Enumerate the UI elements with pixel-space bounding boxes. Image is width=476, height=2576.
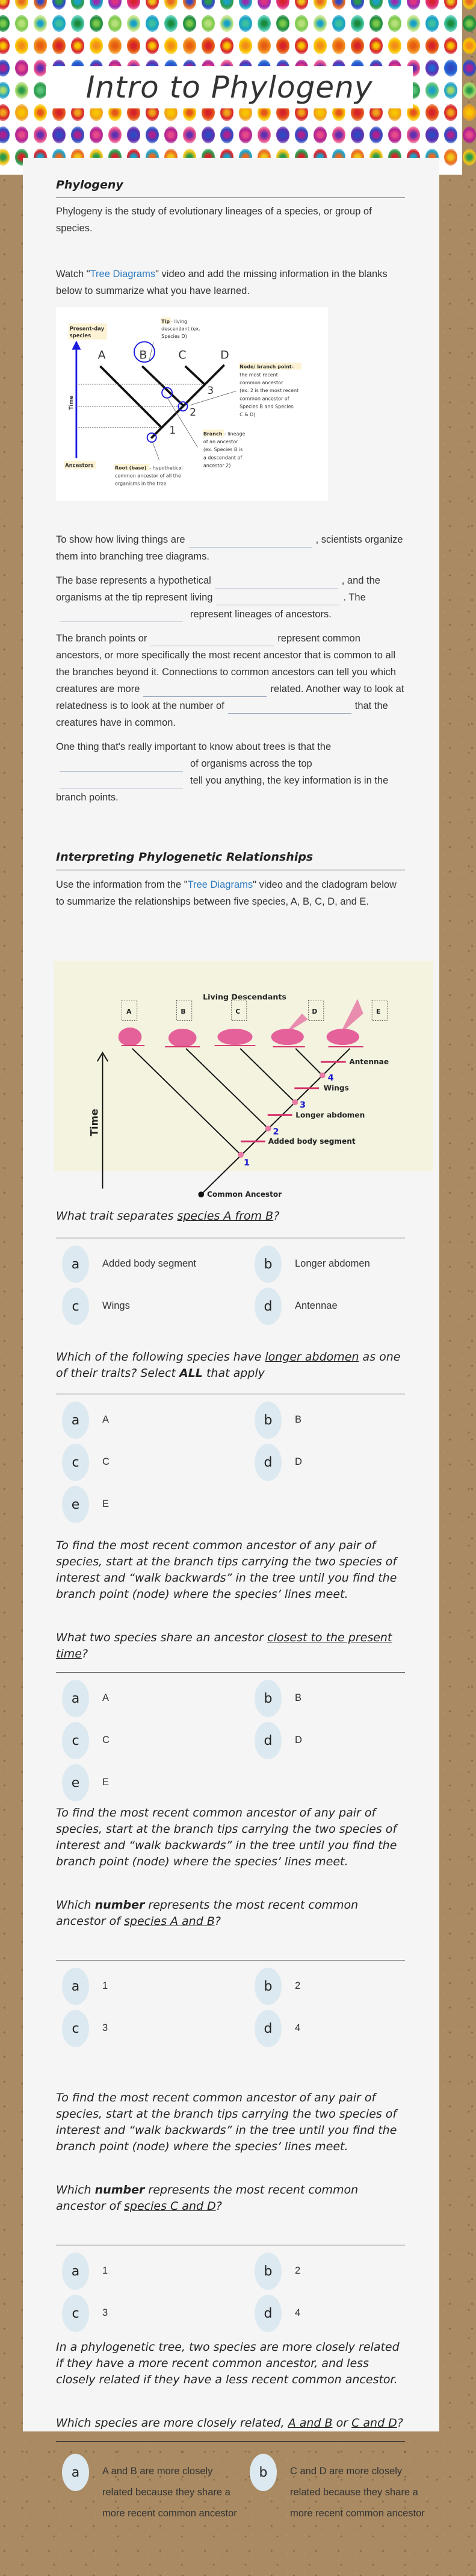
svg-text:descendant (ex.: descendant (ex.: [161, 326, 200, 332]
svg-text:Ancestors: Ancestors: [65, 462, 94, 469]
svg-text:D: D: [220, 349, 229, 362]
question-2: [56, 1349, 405, 1512]
svg-text:E: E: [376, 1007, 381, 1015]
option-c[interactable]: c 3: [62, 2010, 249, 2047]
title-box: [46, 66, 413, 108]
svg-text:- living: - living: [171, 319, 188, 325]
fill-paragraph-3: The branch points or represent common ancestors, or more specifically the most recent ancestor that is common to all the branches beyond it. Connections to common ancestors can tell you which creatures are more related. Another way to look at relatedness is to look at the number of that the creatures have in common.: [56, 633, 404, 728]
section-title: Interpreting Phylogenetic Relationships: [56, 850, 405, 870]
svg-text:Species B and Species: Species B and Species: [240, 404, 294, 410]
page-title: Intro to Phylogeny: [85, 70, 373, 105]
question-3: [56, 1538, 405, 1791]
question-title: Which number represents the most recent common ancestor of species A and B?: [56, 1898, 359, 1928]
info-text: To find the most recent common ancestor of any pair of species, start at the branch tips carrying the two species of interest and “walk backwards” in the tree until you find the branch point (node) where the species’ lines meet.: [56, 2091, 397, 2153]
option-d[interactable]: d 4: [255, 2295, 441, 2332]
svg-text:Common Ancestor: Common Ancestor: [206, 1190, 282, 1199]
blank-input-6[interactable]: [143, 685, 267, 697]
svg-text:the most recent: the most recent: [240, 372, 278, 378]
option-a[interactable]: a 1: [62, 1968, 249, 2005]
info-text: To find the most recent common ancestor of any pair of species, start at the branch tips carrying the two species of interest and “walk backwards” in the tree until you find the branch point (node) where the species’ lines meet.: [56, 1539, 397, 1601]
option-b[interactable]: b Longer abdomen: [255, 1246, 441, 1283]
svg-text:3: 3: [207, 384, 214, 397]
svg-text:B: B: [139, 349, 147, 362]
section-interpreting: [56, 850, 405, 910]
option-letter-bubble: b: [255, 1246, 282, 1283]
option-letter-bubble: d: [255, 1288, 282, 1325]
option-a[interactable]: a A and B are more closely related because they share a more recent common ancestor: [62, 2454, 249, 2524]
fill-paragraph-4: One thing that's really important to know about trees is that the of organisms across the top tell you anything, the key information is in the branch points.: [56, 741, 389, 803]
svg-text:Species D): Species D): [161, 333, 187, 339]
svg-text:A: A: [126, 1007, 132, 1015]
svg-text:- lineage: - lineage: [224, 431, 246, 437]
fill-paragraph-1: To show how living things are , scientists organize them into branching tree diagrams.: [56, 534, 403, 562]
section-title: Phylogeny: [56, 178, 405, 198]
svg-text:Antennae: Antennae: [349, 1058, 389, 1067]
svg-text:a descendant of: a descendant of: [203, 455, 243, 461]
option-c[interactable]: c C: [62, 1722, 249, 1759]
options: [56, 2245, 405, 2321]
options: [56, 1960, 405, 2036]
option-letter-bubble: a: [62, 1246, 89, 1283]
svg-text:1: 1: [169, 423, 176, 436]
watch-instructions: Watch "Tree Diagrams" video and add the missing information in the blanks below to summarize what you have learned.: [56, 269, 388, 296]
section2-intro: Use the information from the "Tree Diagrams" video and the cladogram below to summarize the relationships between five species, A, B, C, D, and E.: [56, 879, 397, 907]
question-5: [56, 2090, 405, 2321]
blank-input-2[interactable]: [215, 576, 338, 588]
svg-text:Time: Time: [68, 396, 75, 410]
options: [56, 2442, 425, 2532]
svg-text:common ancestor: common ancestor: [240, 380, 283, 386]
blank-input-7[interactable]: [228, 702, 351, 714]
section-phylogeny: [56, 178, 405, 299]
svg-text:common ancestor of all the: common ancestor of all the: [114, 473, 181, 479]
tree-diagram-figure: [56, 307, 328, 501]
tree-diagrams-link[interactable]: Tree Diagrams: [187, 879, 253, 890]
question-4: [56, 1805, 405, 2036]
option-d[interactable]: d D: [255, 1722, 441, 1759]
info-text: In a phylogenetic tree, two species are more closely related if they have a more recent common ancestor, and less closely related if they have a less recent common ancestor.: [56, 2341, 400, 2386]
option-c[interactable]: c Wings: [62, 1288, 249, 1325]
worksheet-card: [23, 158, 439, 2519]
svg-text:2: 2: [273, 1127, 279, 1137]
svg-text:2: 2: [190, 405, 197, 418]
option-b[interactable]: b B: [255, 1402, 441, 1439]
svg-text:Added body segment: Added body segment: [268, 1137, 356, 1146]
option-b[interactable]: b 2: [255, 1968, 441, 2005]
option-c[interactable]: c 3: [62, 2295, 249, 2332]
svg-text:Living Descendants: Living Descendants: [203, 992, 286, 1002]
question-title: Which number represents the most recent common ancestor of species C and D?: [56, 2183, 359, 2213]
question-1: [56, 1208, 405, 1314]
svg-text:C: C: [235, 1007, 241, 1015]
info-text: To find the most recent common ancestor of any pair of species, start at the branch tips carrying the two species of interest and “walk backwards” in the tree until you find the branch point (node) where the species’ lines meet.: [56, 1806, 397, 1868]
svg-text:of an ancestor: of an ancestor: [203, 438, 238, 444]
svg-text:1: 1: [244, 1158, 250, 1168]
svg-text:Time: Time: [88, 1109, 100, 1137]
blank-input-8[interactable]: [60, 759, 183, 772]
option-e[interactable]: e E: [62, 1486, 249, 1523]
options: [56, 1673, 405, 1791]
svg-text:Tip: Tip: [161, 319, 170, 325]
svg-text:(ex. Species B is: (ex. Species B is: [203, 447, 243, 453]
svg-text:species: species: [69, 332, 91, 338]
cladogram-figure: [54, 961, 433, 1199]
intro-text: Phylogeny is the study of evolutionary lineages of a species, or group of species.: [56, 206, 372, 234]
option-d[interactable]: d D: [255, 1444, 441, 1481]
option-b[interactable]: b 2: [255, 2253, 441, 2290]
svg-text:- hypothetical: - hypothetical: [149, 465, 183, 471]
svg-text:3: 3: [300, 1100, 306, 1110]
option-a[interactable]: a A: [62, 1680, 249, 1717]
fill-in-section: [56, 531, 405, 806]
svg-text:C & D): C & D): [240, 411, 256, 417]
options: [56, 1394, 405, 1512]
header-banner: [0, 0, 462, 175]
svg-text:A: A: [97, 349, 106, 362]
svg-text:(ex. 2 is the most recent: (ex. 2 is the most recent: [240, 388, 299, 394]
fill-paragraph-2: The base represents a hypothetical , and the organisms at the tip represent living . The represent lineages of ancestors.: [56, 572, 405, 623]
option-e[interactable]: e E: [62, 1764, 249, 1801]
option-c[interactable]: c C: [62, 1444, 249, 1481]
tree-diagrams-link[interactable]: Tree Diagrams: [90, 269, 156, 279]
blank-input-5[interactable]: [150, 634, 274, 646]
option-d[interactable]: d 4: [255, 2010, 441, 2047]
question-title: What trait separates species A from B?: [56, 1209, 280, 1223]
blank-input-1[interactable]: [189, 535, 312, 547]
svg-text:Longer abdomen: Longer abdomen: [295, 1111, 365, 1120]
svg-text:Branch: Branch: [203, 431, 223, 437]
question-title: What two species share an ancestor closest to the present time?: [56, 1631, 392, 1661]
svg-text:D: D: [312, 1007, 318, 1015]
svg-text:C: C: [178, 349, 187, 362]
option-a[interactable]: a A: [62, 1402, 249, 1439]
svg-text:Wings: Wings: [323, 1084, 349, 1093]
question-6: [56, 2339, 425, 2532]
question-title: Which species are more closely related, A and B or C and D?: [56, 2416, 403, 2430]
option-a[interactable]: a Added body segment: [62, 1246, 249, 1283]
option-a[interactable]: a 1: [62, 2253, 249, 2290]
blank-input-4[interactable]: [60, 610, 183, 622]
svg-text:4: 4: [327, 1073, 334, 1084]
question-title: Which of the following species have longer abdomen as one of their traits? Select ALL that apply: [56, 1350, 401, 1380]
option-b[interactable]: b B: [255, 1680, 441, 1717]
blank-input-9[interactable]: [60, 776, 183, 788]
option-letter-bubble: c: [62, 1288, 89, 1325]
svg-text:Present-day: Present-day: [69, 325, 105, 332]
option-d[interactable]: d Antennae: [255, 1288, 441, 1325]
svg-text:Root (base): Root (base): [114, 465, 147, 471]
svg-text:B: B: [181, 1007, 186, 1015]
svg-text:organisms in the tree: organisms in the tree: [114, 481, 167, 487]
svg-text:Node/ branch point-: Node/ branch point-: [240, 364, 294, 370]
options: [56, 1238, 405, 1314]
svg-text:ancestor 2): ancestor 2): [203, 463, 231, 469]
option-b[interactable]: b C and D are more closely related because they share a more recent common ancestor: [250, 2454, 436, 2524]
svg-text:common ancestor of: common ancestor of: [240, 396, 289, 402]
blank-input-3[interactable]: [216, 593, 339, 605]
